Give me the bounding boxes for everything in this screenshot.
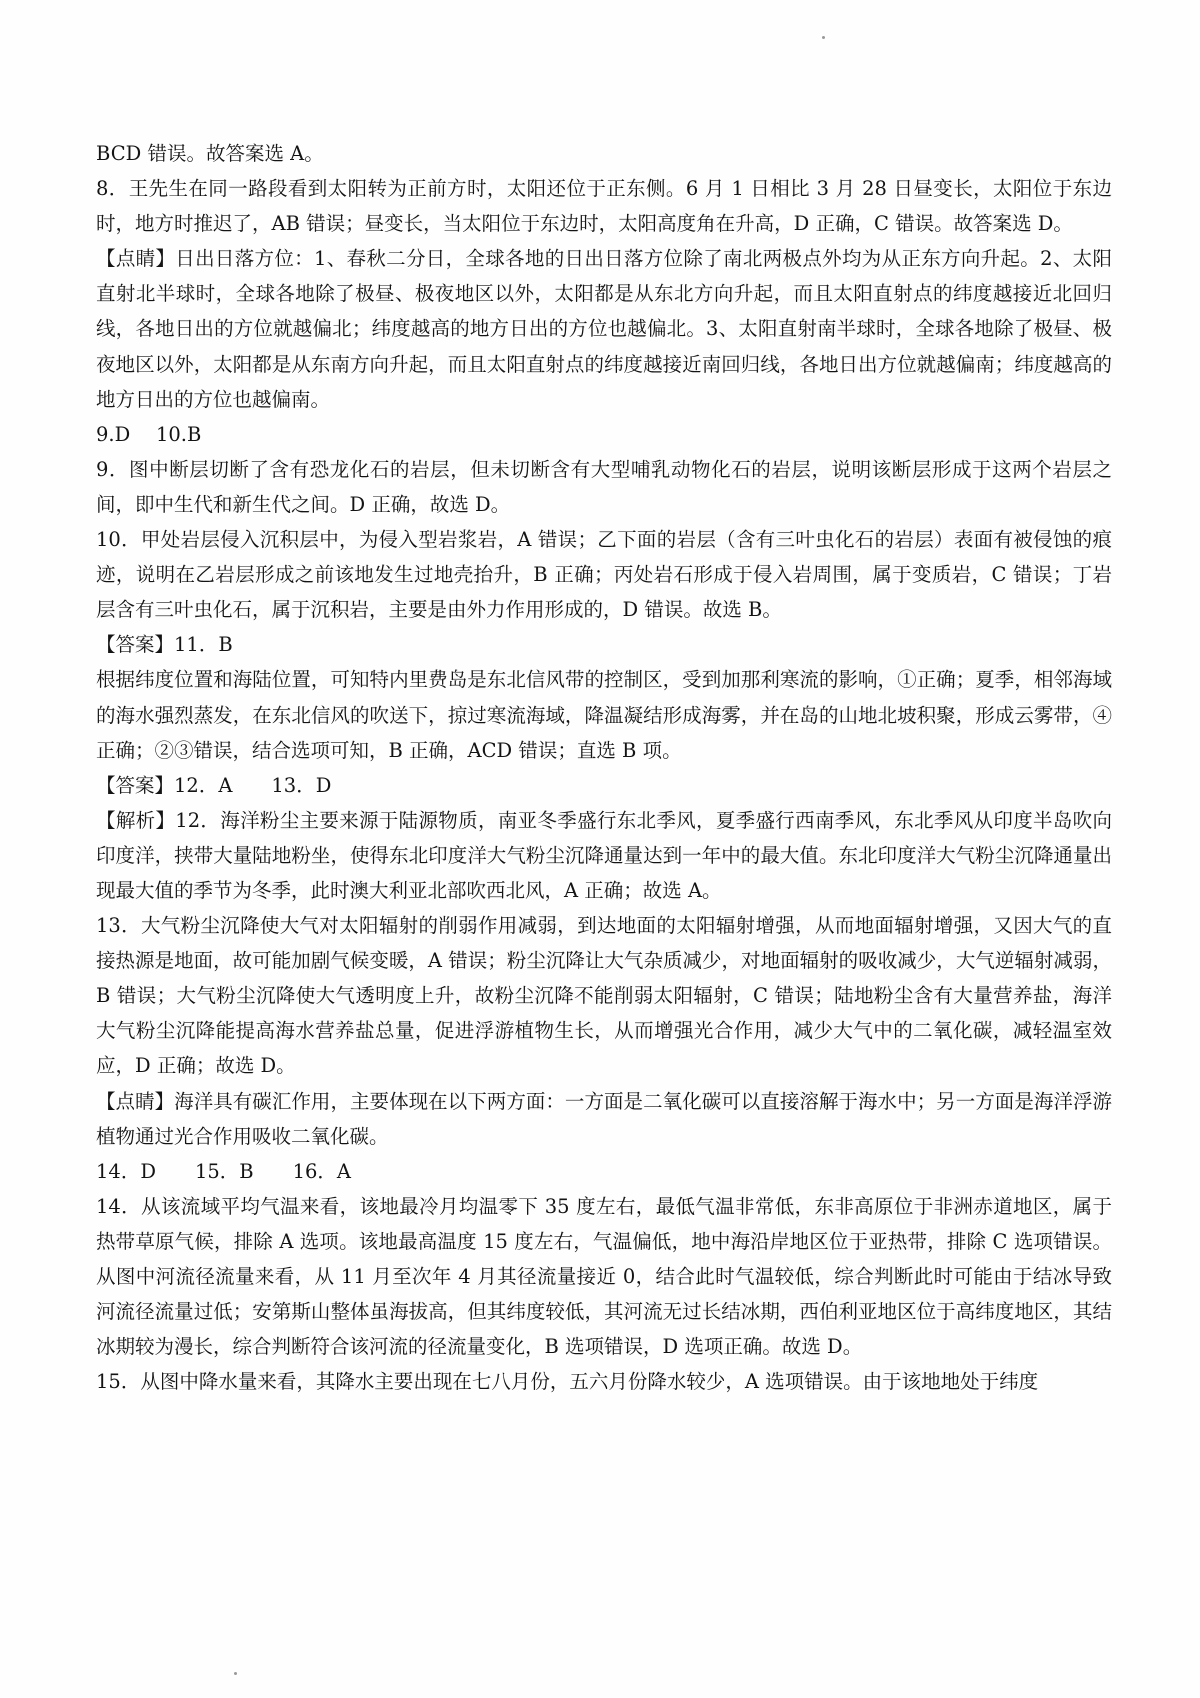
paragraph-q8-note: 【点睛】日出日落方位：1、春秋二分日，全球各地的日出日落方位除了南北两极点外均为从正东方向升起。2、太阳直射北半球时，全球各地除了极昼、极夜地区以外，太阳都是从东北方向升起，而且太阳直射点的纬度越接近北回归线，各地日出的方位就越偏北；纬度越高的地方日出的方位也越偏北。3、太阳直射南半球时，全球各地除了极昼、极夜地区以外，太阳都是从东南方向升起，而且太阳直射点的纬度越接近南回归线，各地日出方位就越偏南；纬度越高的地方日出的方位也越偏南。 [96,247,1112,411]
paragraph-q10-explanation: 10．甲处岩层侵入沉积层中，为侵入型岩浆岩，A 错误；乙下面的岩层（含有三叶虫化石的岩层）表面有被侵蚀的痕迹，说明在乙岩层形成之前该地发生过地壳抬升，B 正确；丙处岩石形成于侵入岩周围，属于变质岩，C 错误；丁岩层含有三叶虫化石，属于沉积岩，主要是由外力作用形成的，D 错误。故选 B。 [96,528,1112,622]
paragraph-q13-note: 【点睛】海洋具有碳汇作用，主要体现在以下两方面：一方面是二氧化碳可以直接溶解于海水中；另一方面是海洋浮游植物通过光合作用吸收二氧化碳。 [96,1089,1112,1148]
answer-explanation-text [96,136,1112,1399]
page-mark-top [822,36,825,39]
paragraph-q11-explanation: 根据纬度位置和海陆位置，可知特内里费岛是东北信风带的控制区，受到加那利寒流的影响，①正确；夏季，相邻海域的海水强烈蒸发，在东北信风的吹送下，掠过寒流海域，降温凝结形成海雾，并在岛的山地北坡积聚，形成云雾带，④正确；②③错误，结合选项可知，B 正确，ACD 错误；直选 B 项。 [96,668,1112,762]
paragraph-answer-11: 【答案】11．B [96,633,233,657]
paragraph-q13-explanation: 13．大气粉尘沉降使大气对太阳辐射的削弱作用减弱，到达地面的太阳辐射增强，从而地面辐射增强，又因大气的直接热源是地面，故可能加剧气候变暖，A 错误；粉尘沉降让大气杂质减少，对地面辐射的吸收减少，大气逆辐射减弱，B 错误；大气粉尘沉降使大气透明度上升，故粉尘沉降不能削弱太阳辐射，C 错误；陆地粉尘含有大量营养盐，海洋大气粉尘沉降能提高海水营养盐总量，促进浮游植物生长，从而增强光合作用，减少大气中的二氧化碳，减轻温室效应，D 正确；故选 D。 [96,914,1112,1078]
page-mark-bottom [234,1672,237,1675]
paragraph-bcd-wrong: BCD 错误。故答案选 A。 [96,142,324,165]
paragraph-q14-explanation: 14．从该流域平均气温来看，该地最冷月均温零下 35 度左右，最低气温非常低，东非高原位于非洲赤道地区，属于热带草原气候，排除 A 选项。该地最高温度 15 度左右，气温偏低，地中海沿岸地区位于亚热带，排除 C 选项错误。从图中河流径流量来看，从 11 月至次年 4 月其径流量接近 0，结合此时气温较低，综合判断此时可能由于结冰导致河流径流量过低；安第斯山整体虽海拔高，但其纬度较低，其河流无过长结冰期，西伯利亚地区位于高纬度地区，其结冰期较为漫长，综合判断符合该河流的径流量变化，B 选项错误，D 选项正确。故选 D。 [96,1194,1112,1359]
paragraph-q8-explanation: 8．王先生在同一路段看到太阳转为正前方时，太阳还位于正东侧。6 月 1 日相比 3 月 28 日昼变长，太阳位于东边时，地方时推迟了，AB 错误；昼变长，当太阳位于东边时，太阳高度角在升高，D 正确，C 错误。故答案选 D。 [96,177,1112,236]
paragraph-q12-explanation: 【解析】12．海洋粉尘主要来源于陆源物质，南亚冬季盛行东北季风，夏季盛行西南季风，东北季风从印度半岛吹向印度洋，挟带大量陆地粉坐，使得东北印度洋大气粉尘沉降通量达到一年中的最大值。东北印度洋大气粉尘沉降通量出现最大值的季节为冬季，此时澳大利亚北部吹西北风，A 正确；故选 A。 [96,808,1112,902]
paragraph-q15-explanation: 15．从图中降水量来看，其降水主要出现在七八月份，五六月份降水较少，A 选项错误。由于该地地处于纬度 [96,1370,1039,1394]
paragraph-answers-14-16: 14．D 15．B 16．A [96,1159,351,1183]
paragraph-q9-explanation: 9．图中断层切断了含有恐龙化石的岩层，但未切断含有大型哺乳动物化石的岩层，说明该断层形成于这两个岩层之间，即中生代和新生代之间。D 正确，故选 D。 [96,457,1112,516]
paragraph-answers-9-10: 9.D 10.B [96,422,202,446]
paragraph-answers-12-13: 【答案】12．A 13．D [96,773,332,797]
